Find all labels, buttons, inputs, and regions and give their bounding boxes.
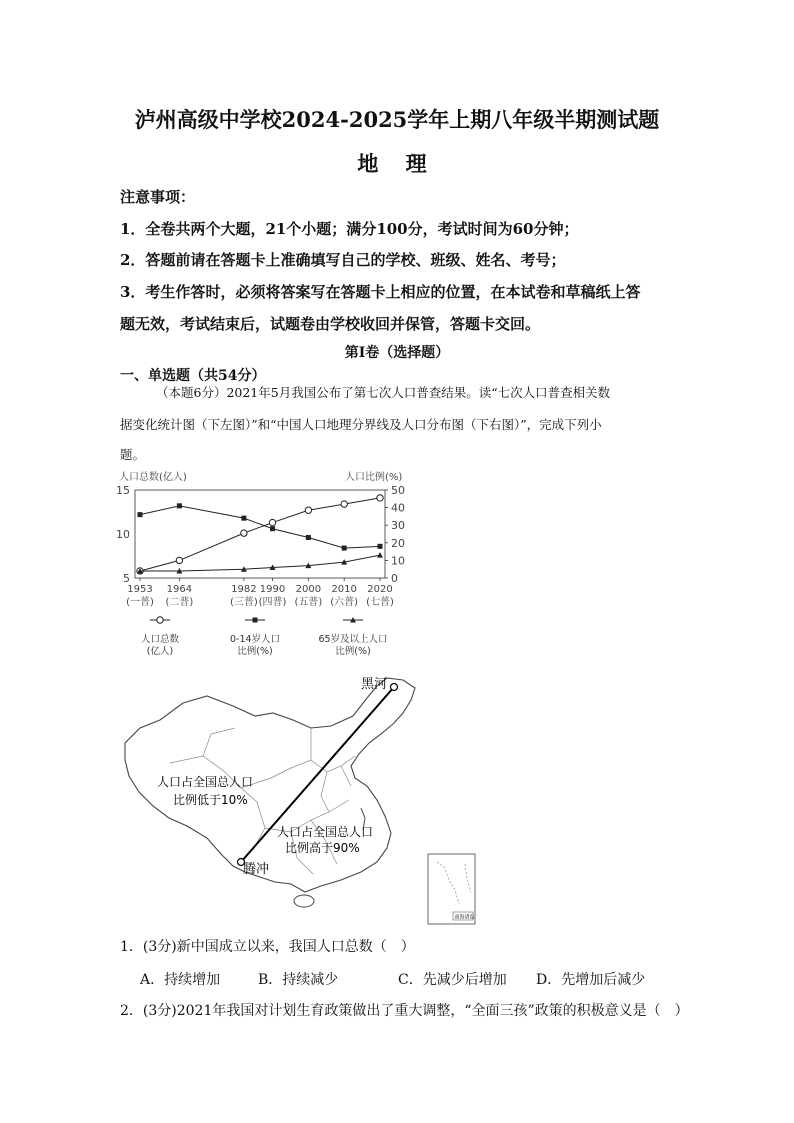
x-tick-label: 2020 (367, 584, 393, 595)
x-tick-sublabel: (七普) (366, 597, 394, 608)
inset-label: 南海诸岛 (454, 914, 475, 921)
x-tick-sublabel: (四普) (258, 597, 287, 608)
tengchong-label: 腾冲 (243, 862, 270, 877)
question-1-option-c[interactable]: C．先减少后增加 (398, 972, 507, 988)
data-point (253, 618, 258, 623)
exam-title: 泸州高级中学校2024-2025学年上期八年级半期测试题 (134, 107, 660, 132)
question-2-stem: 2．(3分)2021年我国对计划生育政策做出了重大调整，“全面三孩”政策的积极意义是（ ） (120, 1003, 689, 1019)
left-axis-label: 人口总数(亿人) (119, 472, 187, 483)
data-point (176, 557, 182, 563)
right-tick-label: 10 (391, 554, 405, 568)
legend-label: 0-14岁人口 (229, 634, 281, 645)
volume-heading: 第Ⅰ卷（选择题） (344, 345, 450, 361)
x-tick-sublabel: (二普) (165, 597, 194, 608)
data-point (306, 535, 311, 540)
data-point (241, 516, 246, 521)
right-tick-label: 0 (391, 572, 398, 585)
legend-label: 人口总数 (140, 634, 180, 645)
legend-label: 比例(%) (335, 646, 371, 657)
left-tick-label: 10 (116, 528, 130, 541)
data-point (377, 552, 383, 558)
question-1-option-d[interactable]: D．先增加后减少 (536, 972, 646, 988)
hainan-island (294, 895, 314, 907)
legend-label: 65岁及以上人口 (318, 634, 388, 645)
data-point (378, 544, 383, 549)
right-tick-label: 30 (391, 519, 405, 533)
data-point (177, 503, 182, 508)
data-point (157, 617, 163, 623)
data-point (377, 495, 383, 501)
west-label-1: 人口占全国总人口 (157, 775, 254, 789)
data-point (269, 519, 275, 525)
notice-item: 1．全卷共两个大题，21个小题；满分100分，考试时间为60分钟； (120, 220, 579, 238)
x-tick-label: 1964 (166, 584, 193, 595)
right-tick-label: 20 (391, 536, 405, 550)
east-label-2: 比例高于90% (285, 841, 360, 855)
intro-line: 题。 (120, 447, 146, 462)
legend-label: (亿人) (146, 646, 174, 657)
left-tick-label: 5 (123, 572, 130, 585)
section-heading: 一、单选题（共54分） (120, 368, 266, 384)
east-label-1: 人口占全国总人口 (277, 825, 374, 839)
question-1-option-a[interactable]: A．持续增加 (140, 972, 221, 988)
x-tick-label: 2000 (295, 584, 322, 595)
notice-item: 题无效，考试结束后，试题卷由学校收回并保管，答题卡交回。 (120, 315, 541, 333)
legend-label: 比例(%) (237, 646, 273, 657)
intro-line: （本题6分）2021年5月我国公布了第七次人口普查结果。读“七次人口普查相关数 (156, 385, 611, 400)
intro-line: 据变化统计图（下左图）”和“中国人口地理分界线及人口分布图（下右图）”，完成下列小 (120, 417, 602, 432)
x-tick-sublabel: (一普) (126, 597, 154, 608)
notice-item: 3．考生作答时，必须将答案写在答题卡上相应的位置，在本试卷和草稿纸上答 (120, 283, 641, 301)
china-population-map (115, 668, 485, 928)
subject-title: 地 理 (357, 151, 437, 176)
right-tick-label: 50 (391, 484, 405, 497)
heihe-point (391, 684, 398, 691)
notice-heading: 注意事项： (120, 188, 196, 206)
data-point (341, 501, 347, 507)
data-point (241, 530, 247, 536)
left-tick-label: 15 (116, 484, 130, 497)
heihe-label: 黑河 (361, 677, 388, 692)
x-tick-label: 1953 (127, 584, 153, 595)
right-axis-label: 人口比例(%) (345, 472, 403, 483)
population-census-chart (105, 468, 425, 668)
x-tick-label: 2010 (331, 584, 357, 595)
x-tick-label: 1982 (231, 584, 257, 595)
x-tick-sublabel: (三普) (229, 597, 258, 608)
right-tick-label: 40 (391, 501, 405, 515)
x-tick-label: 1990 (259, 584, 286, 595)
question-1-stem: 1．(3分)新中国成立以来，我国人口总数（ ） (120, 939, 415, 955)
data-point (270, 526, 275, 531)
data-point (138, 512, 143, 517)
west-label-2: 比例低于10% (173, 793, 248, 807)
x-tick-sublabel: (五普) (294, 597, 323, 608)
data-point (305, 507, 311, 513)
x-tick-sublabel: (六普) (330, 597, 359, 608)
data-point (342, 546, 347, 551)
question-1-option-b[interactable]: B．持续减少 (258, 972, 339, 988)
notice-item: 2．答题前请在答题卡上准确填写自己的学校、班级、姓名、考号； (120, 251, 566, 269)
